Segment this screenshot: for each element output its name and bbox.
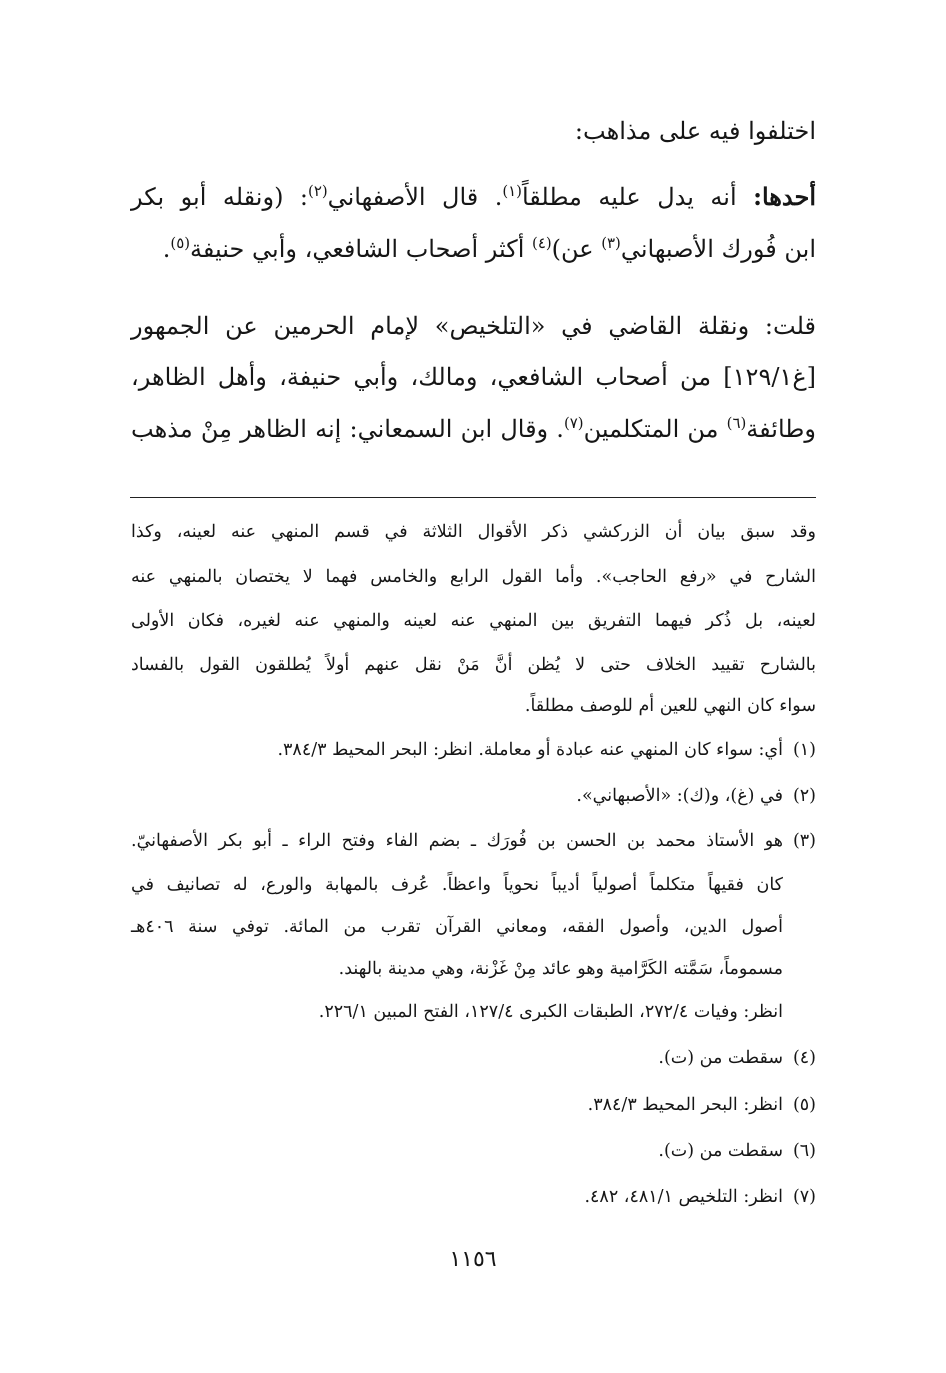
text-run: . قال الأصفهاني [327,183,503,211]
footnote-text: سقطت من (ت). [658,1141,783,1161]
footnote-continuation-line: وقد سبق بيان أن الزركشي ذكر الأقوال الثلاثة في قسم المنهي عنه لعينه، وكذا [131,522,816,542]
footnote-ref-2[interactable]: (٢) [308,182,328,200]
paragraph-2-line-3 [131,414,816,444]
text-run: أنه يدل عليه مطلقاً [521,183,754,211]
footnote-2 [576,784,816,808]
footnote-number: (٣) [792,831,816,851]
footnote-3 [131,829,816,853]
text-run: أكثر أصحاب الشافعي، وأبي حنيفة [190,235,532,263]
footnote-7 [584,1185,816,1209]
footnote-text: سقطت من (ت). [658,1048,783,1068]
footnote-text: أي: سواء كان المنهي عنه عبادة أو معاملة. انظر: البحر المحيط ٣٨٤/٣. [277,740,783,760]
footnote-continuation-line: الشارح في «رفع الحاجب». وأما القول الرابع والخامس فهما لا يختصان بالمنهي عنه [131,567,816,587]
text-run: ابن فُورك الأصبهاني [620,235,816,263]
text-run: عن) [551,235,602,263]
text-run: من المتكلمين [583,415,727,443]
footnote-continuation-line: سواء كان النهي للعين أم للوصف مطلقاً. [524,696,816,716]
footnote-text: انظر: التلخيص ٤٨١/١، ٤٨٢. [584,1187,783,1207]
footnote-number: (٤) [792,1048,816,1068]
paragraph-2-line-2 [131,362,816,392]
footnote-number: (٢) [792,786,816,806]
intro-text: اختلفوا فيه على مذاهب: [574,117,816,145]
footnote-separator [130,497,816,498]
footnote-3-line: مسموماً، سَمَّته الكَرَّامية وهو عائد مِنْ غَزْنة، وهي مدينة بالهند. [338,959,783,979]
footnote-5 [588,1093,816,1117]
footnote-text: هو الأستاذ محمد بن الحسن بن فُورَك ـ بضم الفاء وفتح الراء ـ أبو بكر الأصفهانيّ. [131,831,783,851]
footnote-text: في (غ)، و(ك): «الأصبهاني». [576,786,783,806]
footnote-3-line: أصول الدين، وأصول الفقه، ومعاني القرآن تقرب من المائة. توفي سنة ٤٠٦هـ [131,917,783,937]
footnote-ref-4[interactable]: (٤) [532,234,552,252]
paragraph-1-line-2 [163,234,816,264]
footnote-continuation-line: بالشارح تقييد الخلاف حتى لا يُظن أنَّ مَنْ نقل عنهم أولاً يُطلقون القول بالفساد [131,655,816,675]
text-run: . [162,235,171,263]
footnote-ref-1[interactable]: (١) [502,182,522,200]
footnote-ref-6[interactable]: (٦) [726,414,747,432]
footnote-ref-5[interactable]: (٥) [170,234,191,252]
footnote-number: (١) [792,740,816,760]
lead-word: أحدها: [753,182,817,211]
footnote-1 [277,738,816,762]
paragraph-2-line-1 [131,311,816,341]
footnote-number: (٥) [792,1095,816,1115]
footnote-4 [658,1046,816,1070]
text-run: وطائفة [746,415,816,443]
page-number: ١١٥٦ [449,1247,497,1272]
footnote-ref-7[interactable]: (٧) [563,414,584,432]
footnote-text: انظر: البحر المحيط ٣٨٤/٣. [587,1095,783,1115]
text-run: : (ونقله أبو بكر [131,183,308,211]
text-run: [غ١٢٩/١] من أصحاب الشافعي، ومالك، وأبي حنيفة، وأهل الظاهر، [131,363,816,391]
footnote-3-line: انظر: وفيات ٢٧٢/٤، الطبقات الكبرى ١٢٧/٤، الفتح المبين ٢٢٦/١. [318,1002,783,1022]
text-run: . وقال ابن السمعاني: إنه الظاهر مِنْ مذهب [131,415,564,443]
text-run: قلت: ونقلة القاضي في «التلخيص» لإمام الحرمين عن الجمهور [131,312,816,340]
footnote-continuation-line: لعينه، بل ذُكر فيهما التفريق بين المنهي عنه لعينه والمنهي عنه لغيره، فكان الأولى [131,611,816,631]
footnote-ref-3[interactable]: (٣) [601,234,621,252]
paragraph-1-line-1 [131,182,816,212]
footnote-3-line: كان فقيهاً متكلماً أصولياً أديباً نحوياً واعظاً. عُرف بالمهابة والورع، له تصانيف في [131,875,783,895]
intro-line [575,116,816,146]
footnote-number: (٦) [792,1141,816,1161]
footnote-number: (٧) [792,1187,816,1207]
footnote-6 [658,1139,816,1163]
